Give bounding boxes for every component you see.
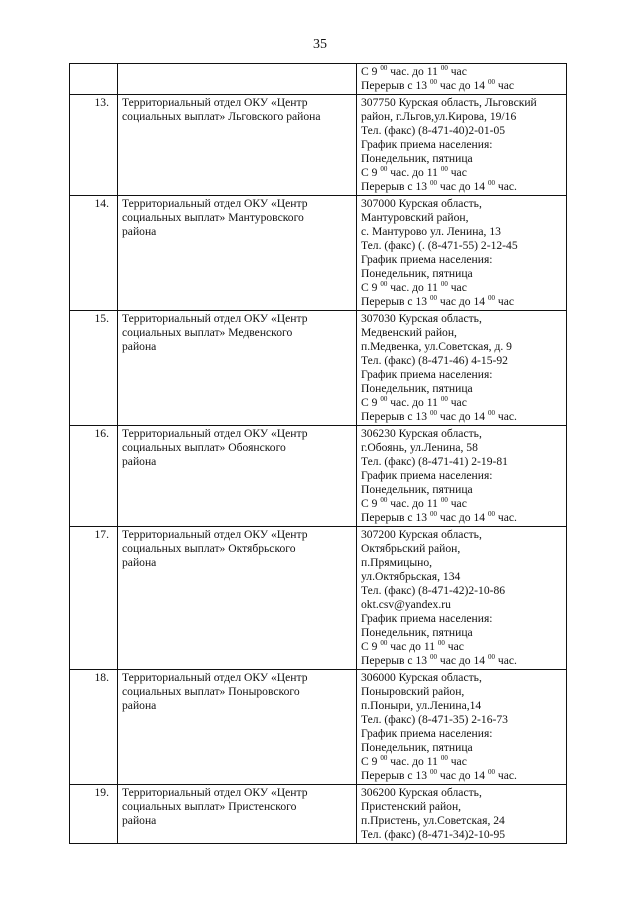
text-line [361,396,563,410]
office-name-line: района [122,556,157,569]
text-fragment: час. [494,410,517,423]
time-minutes-superscript: 00 [440,64,448,73]
text-line [361,713,563,727]
text-line [361,556,563,570]
office-name-line: социальных выплат» Льговского района [122,110,321,123]
text-fragment: час. до 11 [387,281,441,294]
office-name-cell [118,426,357,527]
office-name-line: Территориальный отдел ОКУ «Центр [122,528,308,541]
text-line [361,542,563,556]
time-minutes-superscript: 00 [380,754,388,763]
text-fragment: Перерыв с 13 [361,654,430,667]
time-minutes-superscript: 00 [440,496,448,505]
office-info-cell [357,311,567,426]
office-name-cell [118,785,357,844]
text-fragment: час. до 11 [387,396,441,409]
text-fragment: час до 11 [387,640,438,653]
text-fragment: Понедельник, пятница [361,483,473,496]
text-fragment: час [447,497,467,510]
time-minutes-superscript: 00 [440,165,448,174]
text-fragment: час. до 11 [387,166,441,179]
text-line [361,239,563,253]
text-fragment: Тел. (факс) (8-471-40)2-01-05 [361,124,506,137]
office-name-line: социальных выплат» Мантуровского [122,211,304,224]
text-line [361,211,563,225]
time-minutes-superscript: 00 [487,294,495,303]
time-minutes-superscript: 00 [429,179,437,188]
table-row [70,785,567,844]
row-number-cell: 17. [70,527,118,670]
text-fragment: Поныровский район, [361,685,465,698]
text-fragment: Перерыв с 13 [361,79,430,92]
text-line [361,528,563,542]
time-minutes-superscript: 00 [380,395,388,404]
text-line [361,166,563,180]
time-minutes-superscript: 00 [380,165,388,174]
office-name-cell [118,95,357,196]
text-fragment: График приема населения: [361,368,493,381]
time-minutes-superscript: 00 [380,280,388,289]
text-fragment: С 9 [361,166,381,179]
office-name-cell [118,64,357,95]
text-fragment: Тел. (факс) (. (8-471-55) 2-12-45 [361,239,518,252]
text-line [361,368,563,382]
text-fragment: час. [494,654,517,667]
time-minutes-superscript: 00 [429,653,437,662]
row-number-cell: 18. [70,670,118,785]
text-fragment: 307200 Курская область, [361,528,482,541]
row-number-cell: 14. [70,196,118,311]
text-fragment: С 9 [361,640,381,653]
text-line [361,96,563,110]
time-minutes-superscript: 00 [429,510,437,519]
text-fragment: Медвенский район, [361,326,457,339]
time-minutes-superscript: 00 [487,653,495,662]
office-info-cell [357,426,567,527]
text-line [361,497,563,511]
text-line [361,180,563,194]
text-fragment: час до 14 [436,410,488,423]
office-name-line: района [122,455,157,468]
time-minutes-superscript: 00 [487,768,495,777]
time-minutes-superscript: 00 [380,496,388,505]
text-fragment: График приема населения: [361,727,493,740]
page-number: 35 [313,37,327,52]
text-line [361,511,563,525]
office-info-cell [357,95,567,196]
text-line [361,640,563,654]
text-fragment: С 9 [361,755,381,768]
text-fragment: час [494,295,515,308]
time-minutes-superscript: 00 [380,639,388,648]
time-minutes-superscript: 00 [440,280,448,289]
office-name-line: района [122,340,157,353]
text-line [361,65,563,79]
text-fragment: с. Мантурово ул. Ленина, 13 [361,225,501,238]
text-fragment: п.Пристень, ул.Советская, 24 [361,814,505,827]
text-line [361,295,563,309]
time-minutes-superscript: 00 [487,78,495,87]
office-name-line: Территориальный отдел ОКУ «Центр [122,312,308,325]
text-line [361,197,563,211]
text-fragment: okt.csv@yandex.ru [361,598,451,611]
table-row [70,311,567,426]
office-name-cell [118,670,357,785]
text-line [361,441,563,455]
text-line [361,699,563,713]
text-line [361,326,563,340]
offices-table-body [70,64,567,844]
text-line [361,814,563,828]
text-line [361,225,563,239]
text-fragment: час. до 11 [387,755,441,768]
text-line [361,138,563,152]
table-row [70,670,567,785]
office-name-cell [118,527,357,670]
time-minutes-superscript: 00 [487,510,495,519]
text-fragment: час до 14 [436,295,488,308]
table-row-continuation [70,64,567,95]
office-name-line: социальных выплат» Медвенского [122,326,293,339]
text-line [361,253,563,267]
text-fragment: Перерыв с 13 [361,180,430,193]
time-minutes-superscript: 00 [429,294,437,303]
office-name-line: Территориальный отдел ОКУ «Центр [122,197,308,210]
text-fragment: Тел. (факс) (8-471-41) 2-19-81 [361,455,508,468]
text-line [361,626,563,640]
time-minutes-superscript: 00 [440,395,448,404]
text-fragment: С 9 [361,396,381,409]
time-minutes-superscript: 00 [437,639,445,648]
text-fragment: час [494,79,515,92]
text-fragment: час. [494,180,517,193]
text-line [361,427,563,441]
row-number-cell: 16. [70,426,118,527]
text-fragment: Октябрьский район, [361,542,461,555]
text-line [361,612,563,626]
office-info-cell [357,670,567,785]
text-line [361,455,563,469]
office-name-line: социальных выплат» Октябрьского [122,542,296,555]
text-fragment: Тел. (факс) (8-471-42)2-10-86 [361,584,506,597]
office-name-line: социальных выплат» Пристенского [122,800,297,813]
text-line [361,570,563,584]
office-name-line: района [122,814,157,827]
text-line [361,741,563,755]
text-line [361,382,563,396]
office-name-line: района [122,699,157,712]
text-line [361,584,563,598]
text-line [361,727,563,741]
time-minutes-superscript: 00 [429,768,437,777]
office-name-line: Территориальный отдел ОКУ «Центр [122,96,308,109]
office-name-line: Территориальный отдел ОКУ «Центр [122,671,308,684]
text-line [361,469,563,483]
text-fragment: час. до 11 [387,65,441,78]
text-fragment: час до 14 [436,180,488,193]
text-fragment: Понедельник, пятница [361,626,473,639]
text-line [361,124,563,138]
text-line [361,685,563,699]
table-row [70,527,567,670]
text-fragment: 307750 Курская область, Льговский [361,96,537,109]
office-info-cell [357,64,567,95]
text-line [361,755,563,769]
text-fragment: Понедельник, пятница [361,267,473,280]
text-fragment: С 9 [361,281,381,294]
text-fragment: 307030 Курская область, [361,312,482,325]
text-fragment: С 9 [361,497,381,510]
time-minutes-superscript: 00 [429,409,437,418]
text-fragment: час [447,166,467,179]
text-fragment: час до 14 [436,511,488,524]
text-fragment: час. [494,769,517,782]
text-line [361,267,563,281]
text-line [361,769,563,783]
text-fragment: Понедельник, пятница [361,382,473,395]
text-fragment: Тел. (факс) (8-471-34)2-10-95 [361,828,506,841]
text-fragment: Перерыв с 13 [361,295,430,308]
text-fragment: час [447,281,467,294]
text-fragment: п.Медвенка, ул.Советская, д. 9 [361,340,512,353]
text-fragment: ул.Октябрьская, 134 [361,570,461,583]
time-minutes-superscript: 00 [440,754,448,763]
text-fragment: час до 14 [436,654,488,667]
office-name-cell [118,196,357,311]
text-fragment: г.Обоянь, ул.Ленина, 58 [361,441,478,454]
text-line [361,654,563,668]
text-line [361,281,563,295]
text-line [361,671,563,685]
text-line [361,312,563,326]
row-number-cell: 15. [70,311,118,426]
text-fragment: час [447,65,467,78]
text-fragment: 307000 Курская область, [361,197,482,210]
office-name-line: Территориальный отдел ОКУ «Центр [122,427,308,440]
time-minutes-superscript: 00 [429,78,437,87]
text-fragment: График приема населения: [361,253,493,266]
row-number-cell [70,64,118,95]
text-fragment: час до 14 [436,79,488,92]
office-name-cell [118,311,357,426]
text-fragment: Мантуровский район, [361,211,469,224]
text-fragment: График приема населения: [361,612,493,625]
text-line [361,152,563,166]
office-name-line: социальных выплат» Поныровского [122,685,300,698]
text-fragment: Понедельник, пятница [361,741,473,754]
row-number-cell: 13. [70,95,118,196]
text-fragment: 306000 Курская область, [361,671,482,684]
text-fragment: час [447,396,467,409]
text-fragment: С 9 [361,65,381,78]
office-name-line: Территориальный отдел ОКУ «Центр [122,786,308,799]
offices-table [69,63,567,844]
text-fragment: п.Прямицыно, [361,556,433,569]
text-fragment: Тел. (факс) (8-471-35) 2-16-73 [361,713,508,726]
office-info-cell [357,527,567,670]
text-line [361,483,563,497]
office-info-cell [357,196,567,311]
text-fragment: час [444,640,464,653]
text-line [361,79,563,93]
text-fragment: час до 14 [436,769,488,782]
time-minutes-superscript: 00 [487,179,495,188]
table-row [70,95,567,196]
text-line [361,354,563,368]
text-fragment: Перерыв с 13 [361,410,430,423]
row-number-cell: 19. [70,785,118,844]
text-fragment: Перерыв с 13 [361,511,430,524]
text-fragment: Понедельник, пятница [361,152,473,165]
text-fragment: час. до 11 [387,497,441,510]
text-fragment: Пристенский район, [361,800,462,813]
text-line [361,110,563,124]
office-name-line: района [122,225,157,238]
table-row [70,196,567,311]
text-fragment: Тел. (факс) (8-471-46) 4-15-92 [361,354,508,367]
text-fragment: Перерыв с 13 [361,769,430,782]
office-name-line: социальных выплат» Обоянского [122,441,286,454]
time-minutes-superscript: 00 [380,64,388,73]
text-fragment: час. [494,511,517,524]
text-line [361,410,563,424]
text-fragment: час [447,755,467,768]
time-minutes-superscript: 00 [487,409,495,418]
text-fragment: График приема населения: [361,469,493,482]
text-line [361,786,563,800]
table-row [70,426,567,527]
text-line [361,598,563,612]
text-fragment: График приема населения: [361,138,493,151]
text-fragment: 306200 Курская область, [361,786,482,799]
text-fragment: район, г.Льгов,ул.Кирова, 19/16 [361,110,517,123]
office-info-cell [357,785,567,844]
text-line [361,800,563,814]
text-line [361,828,563,842]
text-line [361,340,563,354]
text-fragment: п.Поныри, ул.Ленина,14 [361,699,482,712]
text-fragment: 306230 Курская область, [361,427,482,440]
